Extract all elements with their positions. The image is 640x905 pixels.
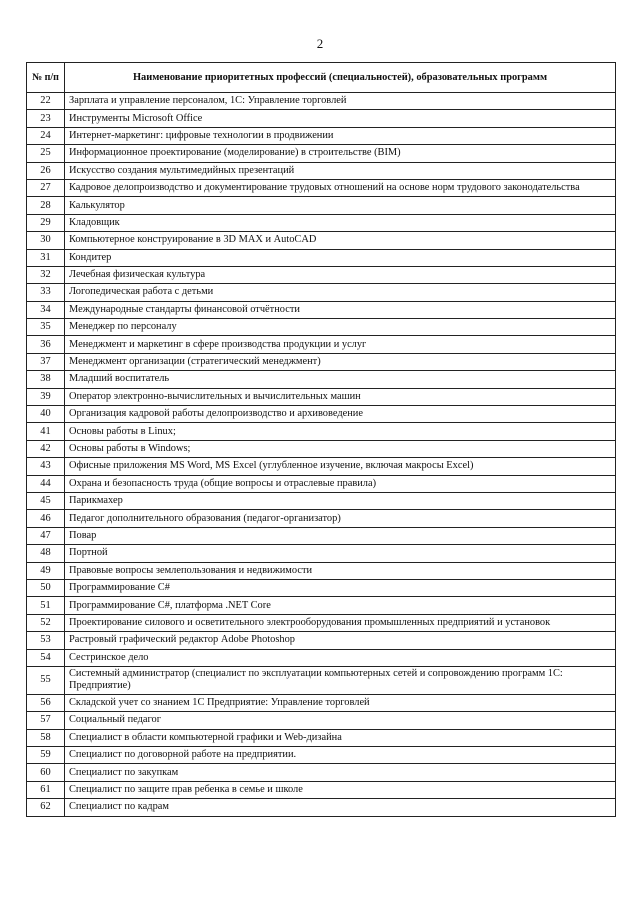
- header-number: № п/п: [27, 63, 65, 93]
- row-number: 26: [27, 162, 65, 179]
- row-number: 48: [27, 545, 65, 562]
- row-name: Оператор электронно-вычислительных и вычислительных машин: [65, 388, 616, 405]
- row-name: Педагог дополнительного образования (педагог-организатор): [65, 510, 616, 527]
- row-name: Кондитер: [65, 249, 616, 266]
- row-name: Проектирование силового и осветительного электрооборудования промышленных предприятий и установок: [65, 614, 616, 631]
- row-number: 47: [27, 527, 65, 544]
- row-name: Специалист по защите прав ребенка в семье и школе: [65, 781, 616, 798]
- row-name: Кладовщик: [65, 214, 616, 231]
- row-number: 57: [27, 712, 65, 729]
- table-row: [27, 712, 616, 729]
- row-name: Международные стандарты финансовой отчётности: [65, 301, 616, 318]
- row-number: 32: [27, 266, 65, 283]
- table-row: [27, 649, 616, 666]
- row-number: 52: [27, 614, 65, 631]
- table-row: [27, 145, 616, 162]
- row-number: 60: [27, 764, 65, 781]
- table-row: [27, 440, 616, 457]
- row-name: Зарплата и управление персоналом, 1С: Управление торговлей: [65, 93, 616, 110]
- row-name: Специалист по закупкам: [65, 764, 616, 781]
- row-number: 41: [27, 423, 65, 440]
- row-number: 22: [27, 93, 65, 110]
- row-name: Офисные приложения MS Word, MS Excel (углубленное изучение, включая макросы Excel): [65, 458, 616, 475]
- row-name: Охрана и безопасность труда (общие вопросы и отраслевые правила): [65, 475, 616, 492]
- row-number: 62: [27, 799, 65, 816]
- row-number: 27: [27, 179, 65, 196]
- row-name: Искусство создания мультимедийных презентаций: [65, 162, 616, 179]
- row-name: Складской учет со знанием 1С Предприятие: Управление торговлей: [65, 694, 616, 711]
- row-name: Интернет-маркетинг: цифровые технологии в продвижении: [65, 127, 616, 144]
- table-row: [27, 301, 616, 318]
- table-row: [27, 336, 616, 353]
- row-name: Парикмахер: [65, 492, 616, 509]
- row-name: Кадровое делопроизводство и документирование трудовых отношений на основе норм трудового законодательства: [65, 179, 616, 196]
- table-row: [27, 249, 616, 266]
- row-name: Менеджмент и маркетинг в сфере производства продукции и услуг: [65, 336, 616, 353]
- row-name: Менеджер по персоналу: [65, 319, 616, 336]
- row-number: 31: [27, 249, 65, 266]
- row-name: Логопедическая работа с детьми: [65, 284, 616, 301]
- row-name: Сестринское дело: [65, 649, 616, 666]
- table-row: [27, 371, 616, 388]
- row-name: Программирование C#: [65, 579, 616, 596]
- table-row: [27, 266, 616, 283]
- row-number: 39: [27, 388, 65, 405]
- row-number: 35: [27, 319, 65, 336]
- row-number: 30: [27, 232, 65, 249]
- row-number: 59: [27, 747, 65, 764]
- row-number: 42: [27, 440, 65, 457]
- row-name: Менеджмент организации (стратегический менеджмент): [65, 353, 616, 370]
- professions-table: [26, 62, 616, 817]
- row-name: Программирование C#, платформа .NET Core: [65, 597, 616, 614]
- row-name: Растровый графический редактор Adobe Photoshop: [65, 632, 616, 649]
- row-number: 38: [27, 371, 65, 388]
- table-row: [27, 729, 616, 746]
- table-row: [27, 93, 616, 110]
- table-row: [27, 764, 616, 781]
- table-row: [27, 127, 616, 144]
- table-row: [27, 747, 616, 764]
- row-name: Организация кадровой работы делопроизводство и архивоведение: [65, 406, 616, 423]
- row-number: 54: [27, 649, 65, 666]
- table-row: [27, 423, 616, 440]
- row-number: 44: [27, 475, 65, 492]
- row-number: 36: [27, 336, 65, 353]
- row-name: Лечебная физическая культура: [65, 266, 616, 283]
- row-name: Повар: [65, 527, 616, 544]
- row-name: Социальный педагог: [65, 712, 616, 729]
- row-number: 34: [27, 301, 65, 318]
- row-number: 51: [27, 597, 65, 614]
- row-number: 37: [27, 353, 65, 370]
- row-name: Портной: [65, 545, 616, 562]
- table-header-row: [27, 63, 616, 93]
- row-name: Информационное проектирование (моделирование) в строительстве (BIM): [65, 145, 616, 162]
- page-number: 2: [316, 36, 324, 51]
- table-row: [27, 666, 616, 694]
- row-name: Инструменты Microsoft Office: [65, 110, 616, 127]
- table-row: [27, 406, 616, 423]
- table-row: [27, 545, 616, 562]
- table-row: [27, 799, 616, 816]
- row-number: 53: [27, 632, 65, 649]
- row-number: 23: [27, 110, 65, 127]
- table-row: [27, 110, 616, 127]
- table-row: [27, 319, 616, 336]
- table-row: [27, 614, 616, 631]
- row-name: Калькулятор: [65, 197, 616, 214]
- table-row: [27, 179, 616, 196]
- row-name: Системный администратор (специалист по эксплуатации компьютерных сетей и сопровождению программ 1С: Предприятие): [65, 666, 616, 694]
- row-name: Специалист по кадрам: [65, 799, 616, 816]
- row-number: 56: [27, 694, 65, 711]
- table-row: [27, 579, 616, 596]
- row-number: 55: [27, 666, 65, 694]
- row-number: 50: [27, 579, 65, 596]
- table-row: [27, 232, 616, 249]
- table-row: [27, 284, 616, 301]
- table-row: [27, 458, 616, 475]
- row-number: 40: [27, 406, 65, 423]
- table-row: [27, 214, 616, 231]
- row-number: 29: [27, 214, 65, 231]
- row-number: 28: [27, 197, 65, 214]
- row-number: 49: [27, 562, 65, 579]
- table-row: [27, 562, 616, 579]
- table-row: [27, 197, 616, 214]
- row-name: Основы работы в Linux;: [65, 423, 616, 440]
- table-row: [27, 388, 616, 405]
- row-number: 43: [27, 458, 65, 475]
- row-name: Младший воспитатель: [65, 371, 616, 388]
- row-number: 25: [27, 145, 65, 162]
- table-row: [27, 492, 616, 509]
- row-number: 61: [27, 781, 65, 798]
- header-name: Наименование приоритетных профессий (специальностей), образовательных программ: [65, 63, 616, 93]
- table-row: [27, 597, 616, 614]
- row-name: Основы работы в Windows;: [65, 440, 616, 457]
- table-row: [27, 527, 616, 544]
- table-row: [27, 510, 616, 527]
- table-row: [27, 632, 616, 649]
- table-row: [27, 353, 616, 370]
- table-row: [27, 162, 616, 179]
- table-row: [27, 694, 616, 711]
- row-number: 45: [27, 492, 65, 509]
- row-name: Специалист в области компьютерной графики и Web-дизайна: [65, 729, 616, 746]
- row-number: 58: [27, 729, 65, 746]
- row-name: Компьютерное конструирование в 3D MAX и AutoCAD: [65, 232, 616, 249]
- row-number: 33: [27, 284, 65, 301]
- row-number: 46: [27, 510, 65, 527]
- row-number: 24: [27, 127, 65, 144]
- row-name: Правовые вопросы землепользования и недвижимости: [65, 562, 616, 579]
- row-name: Специалист по договорной работе на предприятии.: [65, 747, 616, 764]
- table-row: [27, 781, 616, 798]
- table-row: [27, 475, 616, 492]
